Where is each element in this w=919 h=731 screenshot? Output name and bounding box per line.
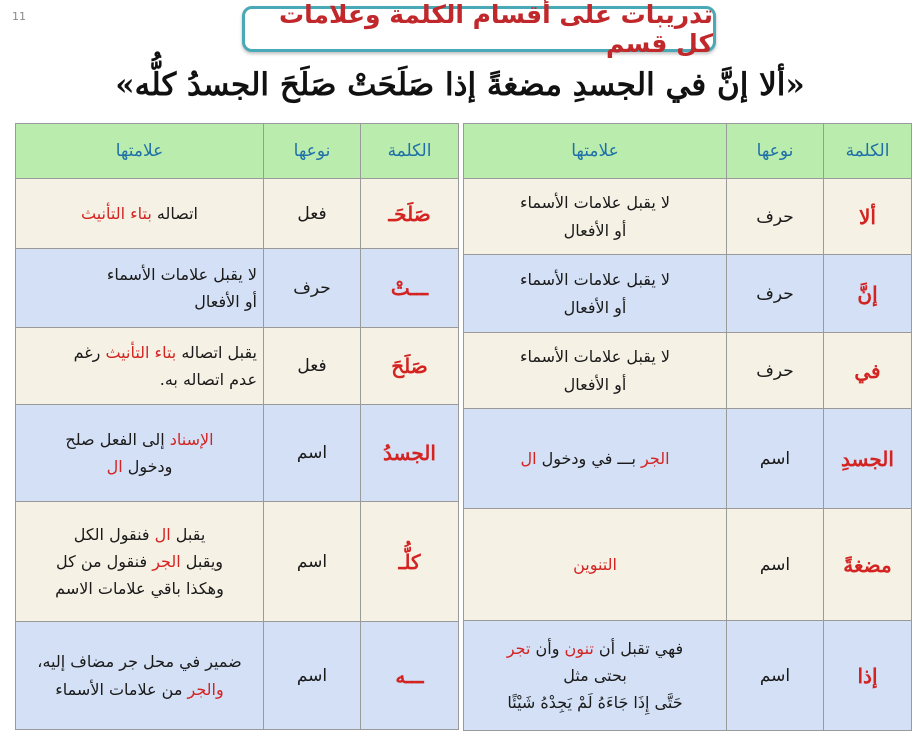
- sign-text: لا يقبل علامات الأسماء: [519, 347, 671, 367]
- sign-line: [470, 343, 720, 370]
- sign-line: [22, 521, 257, 548]
- signs-cell: [464, 255, 727, 333]
- sign-text: أو الأفعال: [563, 220, 627, 240]
- signs-cell: [16, 622, 264, 730]
- sign-text: بحتى مثل: [563, 665, 627, 685]
- table-row: [464, 255, 912, 333]
- type-cell: حرف: [727, 255, 824, 333]
- type-cell: فعل: [264, 179, 361, 249]
- sign-text: وهكذا باقي علامات الاسم: [55, 579, 224, 599]
- signs-cell: [16, 249, 264, 328]
- sign-line: [470, 689, 720, 716]
- sign-text: اتصاله: [151, 203, 198, 223]
- page-number: 11: [12, 10, 26, 23]
- sign-text: بـــ في ودخول: [536, 448, 642, 468]
- sign-line: [22, 548, 257, 575]
- table-row: [16, 405, 459, 502]
- word-cell: إذا: [824, 621, 912, 731]
- sign-text: لا يقبل علامات الأسماء: [519, 270, 671, 290]
- word-cell: في: [824, 333, 912, 409]
- sign-text: ضمير في محل جر مضاف إليه،: [37, 652, 242, 672]
- type-cell: فعل: [264, 328, 361, 405]
- sign-line: [22, 261, 257, 288]
- sign-text: ودخول: [122, 457, 173, 476]
- sign-text: فنقول من كل: [56, 551, 153, 571]
- header-type: نوعها: [727, 124, 824, 179]
- sign-text: لا يقبل علامات الأسماء: [519, 193, 671, 213]
- sign-highlight: الجر: [641, 448, 670, 468]
- sign-text: من علامات الأسماء: [55, 679, 188, 699]
- sign-text: عدم اتصاله به.: [159, 370, 257, 389]
- table-row: [464, 333, 912, 409]
- type-cell: اسم: [264, 622, 361, 730]
- sign-line: [470, 662, 720, 689]
- sign-text: أو الأفعال: [563, 374, 627, 394]
- word-cell: كلُّـ: [361, 502, 459, 622]
- sign-text: حَتَّى إِذَا جَاءَهُ لَمْ يَجِدْهُ شَيْئًا: [507, 693, 683, 713]
- sign-line: [22, 200, 257, 227]
- sign-line: [22, 575, 257, 602]
- sign-line: [22, 648, 257, 675]
- signs-cell: [464, 509, 727, 621]
- sign-line: [470, 371, 720, 398]
- sign-line: [22, 426, 257, 453]
- word-cell: صَلَحَ: [361, 328, 459, 405]
- sign-text: ويقبل: [180, 551, 223, 571]
- right-table-header: [464, 124, 912, 179]
- sign-line: [22, 676, 257, 703]
- sign-highlight: تنون: [564, 638, 594, 658]
- sign-line: [470, 551, 720, 578]
- word-cell: ألا: [824, 179, 912, 255]
- table-row: [16, 502, 459, 622]
- sign-text: أو الأفعال: [194, 292, 257, 311]
- type-cell: اسم: [727, 621, 824, 731]
- type-cell: اسم: [264, 502, 361, 622]
- sign-highlight: ال: [154, 524, 171, 544]
- word-cell: إنَّ: [824, 255, 912, 333]
- table-row: [464, 409, 912, 509]
- sign-text: فهي تقبل أن: [593, 638, 684, 658]
- word-cell: ـــه: [361, 622, 459, 730]
- page-title: تدريبات على أقسام الكلمة وعلامات كل قسم: [242, 6, 716, 52]
- signs-cell: [16, 502, 264, 622]
- signs-cell: [16, 179, 264, 249]
- sign-text: يقبل: [170, 524, 206, 544]
- signs-cell: [464, 333, 727, 409]
- sign-line: [470, 294, 720, 321]
- sign-text: وأن: [530, 638, 565, 658]
- sign-line: [470, 189, 720, 216]
- sign-line: [22, 339, 257, 366]
- type-cell: حرف: [264, 249, 361, 328]
- word-cell: ـــتْ: [361, 249, 459, 328]
- table-row: [464, 621, 912, 731]
- signs-cell: [464, 621, 727, 731]
- word-cell: صَلَحَـ: [361, 179, 459, 249]
- table-row: [16, 179, 459, 249]
- signs-cell: [16, 328, 264, 405]
- header-word: الكلمة: [824, 124, 912, 179]
- sign-text: لا يقبل علامات الأسماء: [106, 264, 257, 284]
- left-table: [15, 123, 459, 730]
- hadith-text: «ألا إنَّ في الجسدِ مضغةً إذا صَلَحَتْ صَلَحَ الجسدُ كلُّه»: [115, 67, 805, 103]
- table-row: [464, 179, 912, 255]
- table-row: [464, 509, 912, 621]
- header-word: الكلمة: [361, 124, 459, 179]
- sign-text: إلى الفعل صلح: [65, 429, 170, 449]
- header-signs: علامتها: [16, 124, 264, 179]
- table-row: [16, 249, 459, 328]
- sign-text: فنقول الكل: [73, 524, 155, 544]
- sign-highlight: تجر: [506, 638, 531, 658]
- left-table-header: [16, 124, 459, 179]
- sign-line: [22, 288, 257, 315]
- signs-cell: [464, 179, 727, 255]
- type-cell: اسم: [264, 405, 361, 502]
- sign-highlight: بتاء التأنيث: [81, 203, 152, 223]
- sign-highlight: والجر: [187, 679, 224, 699]
- sign-line: [470, 635, 720, 662]
- sign-text: أو الأفعال: [563, 297, 627, 317]
- header-signs: علامتها: [464, 124, 727, 179]
- sign-line: [22, 453, 257, 480]
- header-type: نوعها: [264, 124, 361, 179]
- signs-cell: [464, 409, 727, 509]
- table-row: [16, 622, 459, 730]
- sign-highlight: بتاء التأنيث: [105, 342, 177, 362]
- type-cell: اسم: [727, 509, 824, 621]
- word-cell: الجسدُ: [361, 405, 459, 502]
- sign-line: [22, 366, 257, 393]
- sign-highlight: التنوين: [573, 554, 617, 574]
- sign-line: [470, 266, 720, 293]
- sign-text: رغم: [73, 342, 106, 362]
- sign-highlight: ال: [106, 457, 123, 476]
- right-table: [463, 123, 912, 731]
- table-row: [16, 328, 459, 405]
- type-cell: حرف: [727, 333, 824, 409]
- sign-highlight: الجر: [152, 551, 181, 571]
- word-cell: الجسدِ: [824, 409, 912, 509]
- signs-cell: [16, 405, 264, 502]
- type-cell: اسم: [727, 409, 824, 509]
- word-cell: مضغةً: [824, 509, 912, 621]
- sign-line: [470, 217, 720, 244]
- sign-text: يقبل اتصاله: [176, 342, 257, 362]
- sign-highlight: ال: [520, 448, 537, 468]
- sign-line: [470, 445, 720, 472]
- sign-highlight: الإسناد: [169, 429, 214, 449]
- type-cell: حرف: [727, 179, 824, 255]
